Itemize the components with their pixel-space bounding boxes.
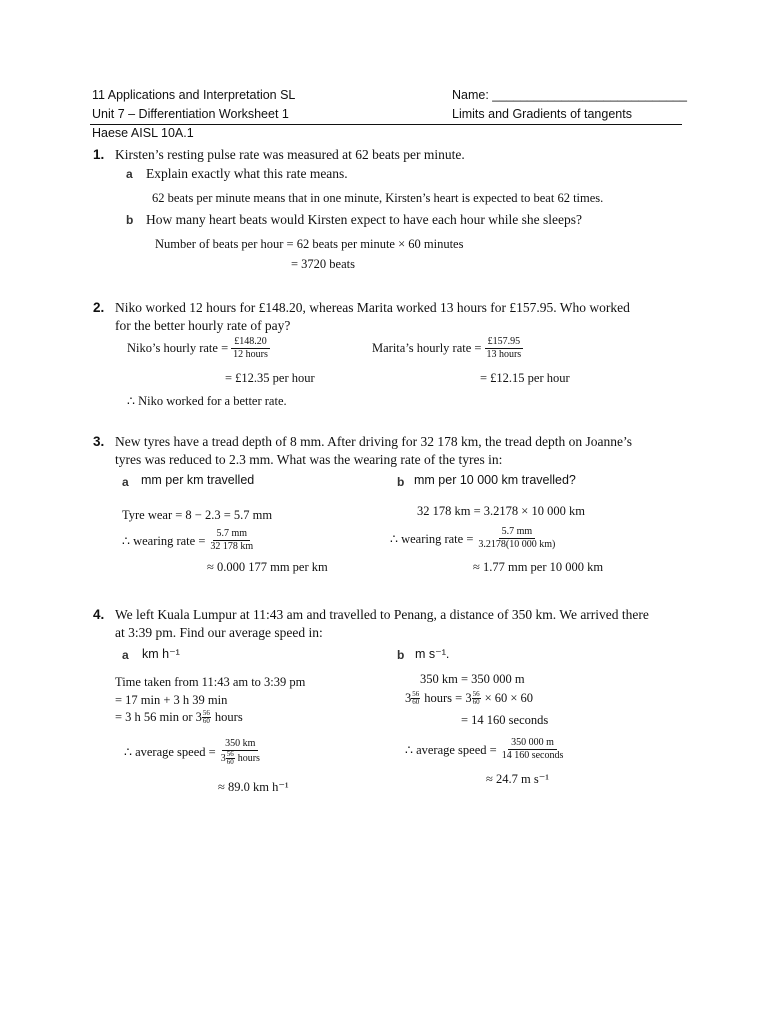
q4a-line3-unit: hours — [214, 710, 243, 724]
q4a-letter: a — [122, 648, 129, 662]
q4a-avg-label: ∴ average speed = — [124, 745, 216, 759]
q4a-line3-text: = 3 h 56 min or 3 — [115, 710, 202, 724]
q2-text-line1: Niko worked 12 hours for £148.20, whereas Marita worked 13 hours for £157.95. Who worked — [115, 300, 630, 315]
q3b-letter: b — [397, 475, 405, 489]
q1-number: 1. — [93, 147, 105, 162]
q1a-answer: 62 beats per minute means that in one minute, Kirsten’s heart is expected to beat 62 times. — [152, 191, 604, 205]
q2-text-line2: for the better hourly rate of pay? — [115, 318, 291, 333]
q4b-line2-frac2-num: 56 — [472, 690, 480, 698]
q4a-working-line3 — [115, 710, 243, 725]
q4a-working-line1: Time taken from 11:43 am to 3:39 pm — [115, 675, 306, 689]
q3b-text: mm per 10 000 km travelled? — [414, 473, 576, 487]
unit-title: Unit 7 – Differentiation Worksheet 1 — [92, 107, 289, 121]
q2-niko-denominator: 12 hours — [233, 349, 268, 360]
q1-text: Kirsten’s resting pulse rate was measured at 62 beats per minute. — [115, 147, 465, 162]
q2-niko-rate — [127, 336, 273, 361]
q4a-line3-frac-num: 56 — [202, 709, 210, 717]
q4a-average-speed — [124, 738, 265, 766]
q4b-avg-fraction — [499, 737, 567, 762]
q4b-working-line3: = 14 160 seconds — [461, 713, 549, 727]
q3-text-line1: New tyres have a tread depth of 8 mm. After driving for 32 178 km, the tread depth on Joanne’s — [115, 434, 632, 449]
q4b-avg-denominator: 14 160 seconds — [501, 750, 564, 761]
q4b-line2-mid: hours = 3 — [424, 691, 472, 705]
q4a-line3-frac-den: 60 — [202, 717, 210, 725]
q3b-working-line1: 32 178 km = 3.2178 × 10 000 km — [417, 504, 585, 518]
q3b-fraction — [475, 526, 558, 551]
q3-number: 3. — [93, 434, 105, 449]
q4a-avg-den-fraction — [226, 751, 235, 766]
q4a-avg-den-whole: 3 — [220, 752, 226, 764]
q4b-line2-post: × 60 × 60 — [484, 691, 534, 705]
q1b-working-line2: = 3720 beats — [291, 257, 355, 271]
q2-marita-fraction — [483, 336, 524, 361]
q2-niko-fraction — [230, 336, 271, 361]
q3b-denominator: 3.2178(10 000 km) — [478, 539, 556, 550]
q3a-numerator: 5.7 mm — [213, 528, 250, 541]
q4a-avg-den-frac-num: 56 — [226, 750, 234, 758]
q1b-working-line1: Number of beats per hour = 62 beats per minute × 60 minutes — [155, 237, 464, 251]
q2-conclusion: ∴ Niko worked for a better rate. — [127, 394, 287, 408]
topic-title: Limits and Gradients of tangents — [452, 107, 632, 121]
q1a-letter: a — [126, 167, 133, 181]
q1b-letter: b — [126, 213, 134, 227]
q2-niko-numerator: £148.20 — [231, 336, 270, 349]
q4a-avg-denominator — [218, 751, 263, 766]
q4b-result: ≈ 24.7 m s⁻¹ — [486, 772, 550, 786]
q2-marita-denominator: 13 hours — [486, 349, 522, 360]
q2-marita-rate — [372, 336, 526, 361]
q4a-result: ≈ 89.0 km h⁻¹ — [218, 780, 289, 794]
q3b-rate — [390, 526, 560, 551]
q3b-label: ∴ wearing rate = — [390, 531, 474, 546]
q4-number: 4. — [93, 607, 105, 622]
header-rule — [90, 124, 682, 125]
q3b-result: ≈ 1.77 mm per 10 000 km — [473, 560, 604, 574]
q4b-line2-frac1-den: 60 — [412, 698, 420, 706]
q3a-rate — [122, 528, 258, 553]
q3a-fraction — [207, 528, 256, 553]
q3-text-line2: tyres was reduced to 2.3 mm. What was the wearing rate of the tyres in: — [115, 452, 503, 467]
q4-text-line2: at 3:39 pm. Find our average speed in: — [115, 625, 323, 640]
q4a-working-line2: = 17 min + 3 h 39 min — [115, 693, 228, 707]
q3a-result: ≈ 0.000 177 mm per km — [207, 560, 328, 574]
q1a-text: Explain exactly what this rate means. — [146, 166, 348, 181]
course-title: 11 Applications and Interpretation SL — [92, 88, 296, 102]
q4b-working-line2 — [405, 691, 533, 706]
q3a-label: ∴ wearing rate = — [122, 533, 206, 548]
q3b-numerator: 5.7 mm — [499, 526, 536, 539]
q4b-text: m s⁻¹. — [415, 647, 450, 661]
q4b-line2-frac1-num: 56 — [412, 690, 420, 698]
q4a-avg-den-unit: hours — [237, 752, 260, 764]
q2-marita-label: Marita’s hourly rate = — [372, 341, 482, 355]
q4a-avg-fraction — [218, 738, 263, 766]
q4a-line3-fraction — [202, 710, 211, 725]
q2-niko-result: = £12.35 per hour — [225, 371, 315, 385]
q4b-letter: b — [397, 648, 405, 662]
q3a-denominator: 32 178 km — [210, 541, 254, 552]
q2-marita-numerator: £157.95 — [485, 336, 524, 349]
q4b-line2-whole: 3 — [405, 691, 412, 705]
q4b-avg-numerator: 350 000 m — [508, 737, 557, 750]
q4b-average-speed — [405, 737, 568, 762]
q2-number: 2. — [93, 300, 105, 315]
q2-marita-result: = £12.15 per hour — [480, 371, 570, 385]
q4b-line2-frac2-den: 60 — [472, 698, 480, 706]
q4b-avg-label: ∴ average speed = — [405, 742, 497, 757]
q1b-text: How many heart beats would Kirsten expect to have each hour while she sleeps? — [146, 212, 582, 227]
q4b-line2-fraction-1 — [411, 691, 420, 706]
q3a-working-line1: Tyre wear = 8 − 2.3 = 5.7 mm — [122, 508, 273, 522]
name-field[interactable]: Name: ____________________________ — [452, 88, 687, 102]
q4a-avg-den-frac-den: 60 — [226, 758, 234, 766]
q4b-line2-fraction-2 — [472, 691, 481, 706]
q4-text-line1: We left Kuala Lumpur at 11:43 am and travelled to Penang, a distance of 350 km. We arrived there — [115, 607, 649, 622]
q4b-working-line1: 350 km = 350 000 m — [420, 672, 525, 686]
q3a-letter: a — [122, 475, 129, 489]
q3a-text: mm per km travelled — [141, 473, 255, 487]
source-label: Haese AISL 10A.1 — [92, 126, 194, 140]
q2-niko-label: Niko’s hourly rate = — [127, 341, 229, 355]
q4a-avg-numerator: 350 km — [222, 738, 258, 751]
q4a-text: km h⁻¹ — [142, 647, 180, 661]
